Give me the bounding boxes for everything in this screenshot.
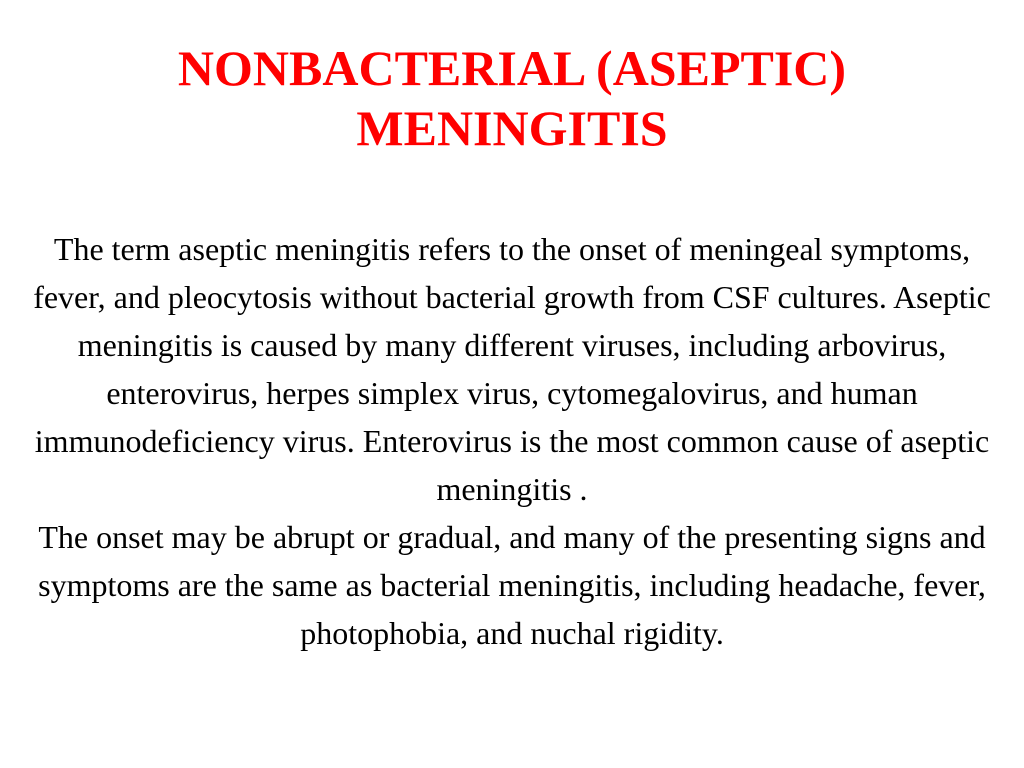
slide-title-line-1: NONBACTERIAL (ASEPTIC) (177, 40, 847, 96)
body-paragraph-onset: The onset may be abrupt or gradual, and many of the presenting signs and symptoms are the same as bacterial meningitis, including headache, fever, photophobia, and nuchal rigidity. (38, 519, 986, 651)
slide-title (0, 38, 1024, 158)
body-paragraph-definition: The term aseptic meningitis refers to the onset of meningeal symptoms, fever, and pleocytosis without bacterial growth from CSF cultures. Aseptic meningitis is caused by many different viruses, including arbovirus, enterovirus, herpes simplex virus, cytomegalovirus, and human immunodeficiency virus. Enterovirus is the most common cause of aseptic meningitis . (33, 231, 991, 507)
slide-title-line-2: MENINGITIS (356, 100, 668, 156)
slide-body (30, 225, 994, 657)
